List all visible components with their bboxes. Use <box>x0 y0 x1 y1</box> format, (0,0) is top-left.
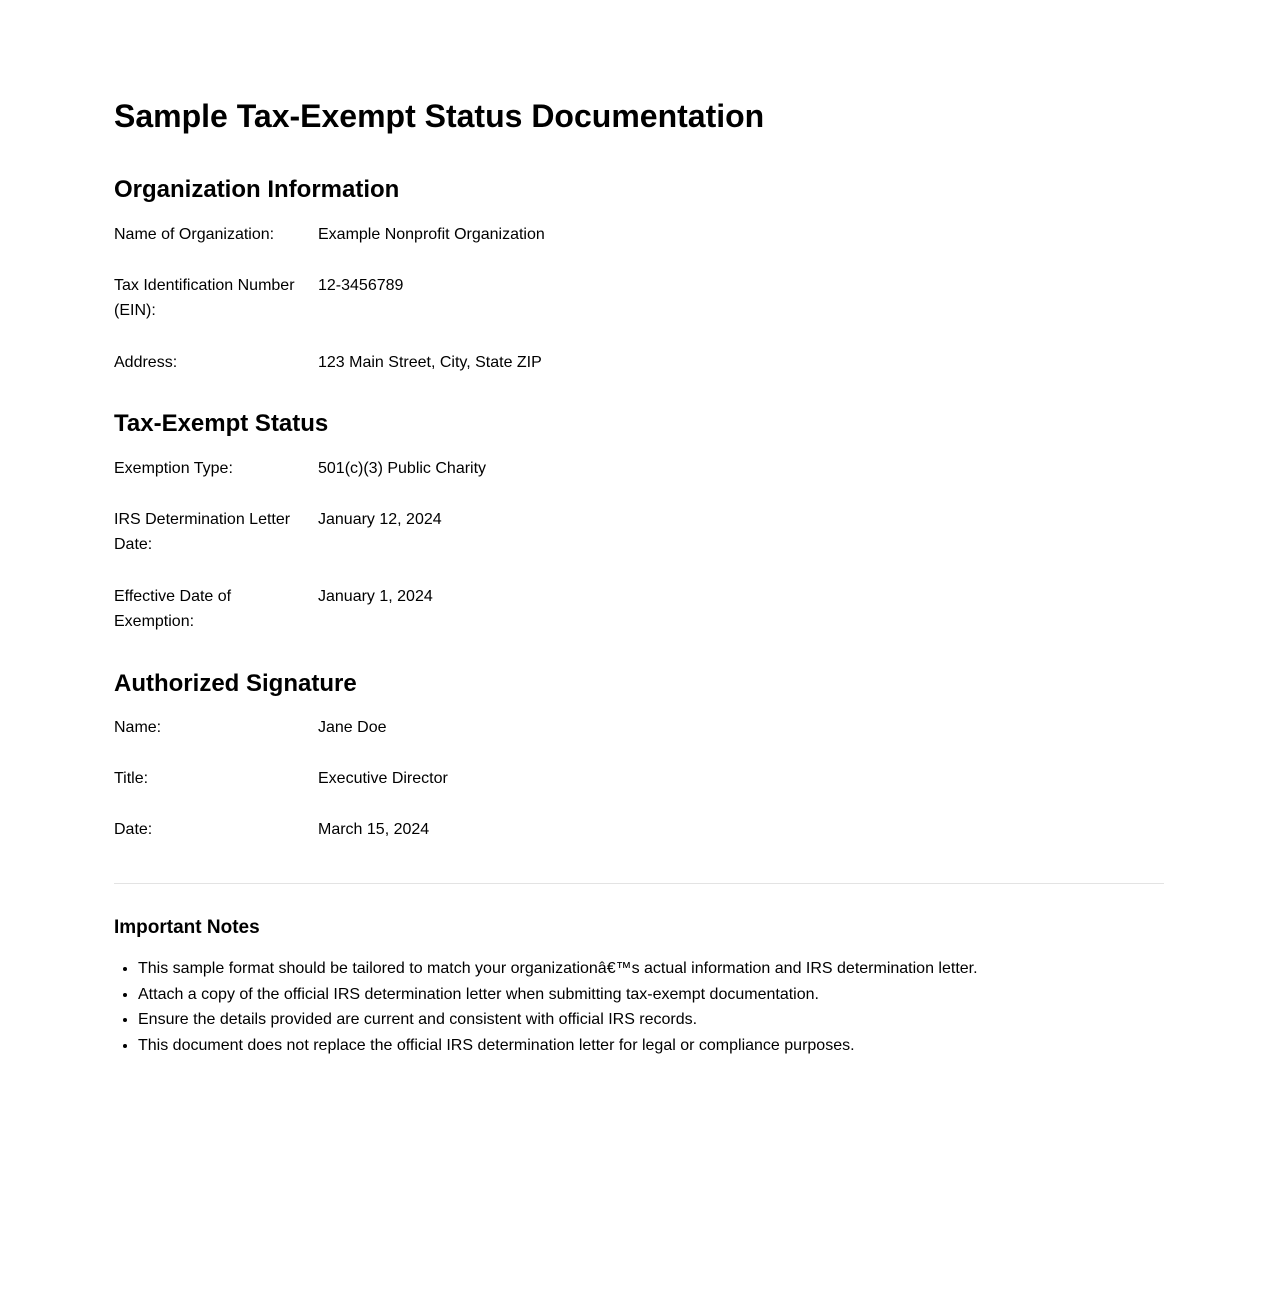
field-value: January 12, 2024 <box>318 511 442 528</box>
field-value: Example Nonprofit Organization <box>318 226 545 243</box>
field-value: 123 Main Street, City, State ZIP <box>318 354 542 371</box>
authorized-signature-heading: Authorized Signature <box>114 670 357 697</box>
field-label: Title: <box>114 770 149 787</box>
field-label: Name: <box>114 719 162 736</box>
field-label: Exemption Type: <box>114 460 233 477</box>
important-notes-list <box>114 956 978 1059</box>
field-label: Address: <box>114 354 178 371</box>
field-label: Effective Date of Exemption: <box>114 588 232 630</box>
important-notes-heading: Important Notes <box>114 917 260 938</box>
tax-exempt-status-heading: Tax-Exempt Status <box>114 410 329 437</box>
field-label: Tax Identification Number (EIN): <box>114 277 295 319</box>
page-title: Sample Tax-Exempt Status Documentation <box>114 98 765 134</box>
field-value: Jane Doe <box>318 719 387 736</box>
list-item: • This sample format should be tailored to match your organizationâ€™s actual information and IRS determination letter. <box>138 956 978 982</box>
section-divider <box>114 883 1164 884</box>
tax-exempt-status-section <box>114 409 1164 439</box>
field-value: Executive Director <box>318 770 448 787</box>
authorized-signature-section <box>114 669 1164 699</box>
list-item: • Attach a copy of the official IRS determination letter when submitting tax-exempt documentation. <box>138 982 978 1008</box>
list-item: • Ensure the details provided are current and consistent with official IRS records. <box>138 1007 978 1033</box>
field-value: 12-3456789 <box>318 277 404 294</box>
field-value: January 1, 2024 <box>318 588 433 605</box>
field-value: March 15, 2024 <box>318 821 430 838</box>
organization-information-heading: Organization Information <box>114 176 400 203</box>
field-value: 501(c)(3) Public Charity <box>318 460 487 477</box>
field-label: Date: <box>114 821 153 838</box>
list-item: • This document does not replace the official IRS determination letter for legal or compliance purposes. <box>138 1033 978 1059</box>
field-label: Name of Organization: <box>114 226 275 243</box>
field-label: IRS Determination Letter Date: <box>114 511 291 553</box>
organization-information-section <box>114 175 1164 205</box>
